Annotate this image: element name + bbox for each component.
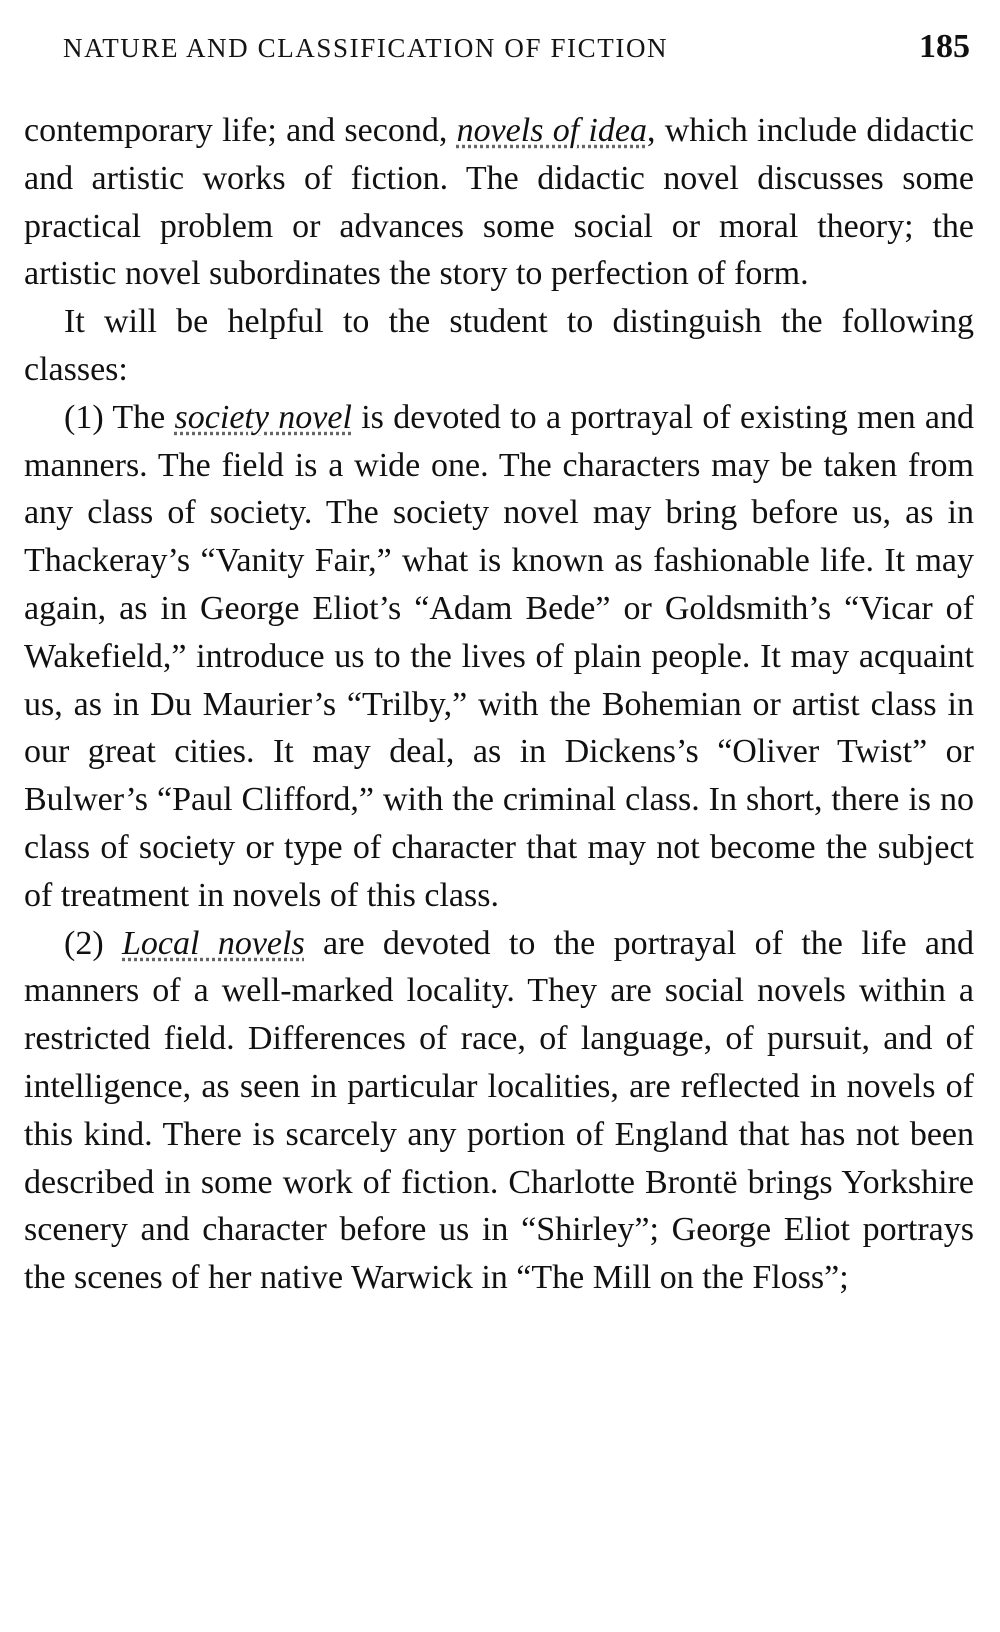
text-run: contemporary life; and second, xyxy=(24,112,457,149)
text-run: are devoted to the portrayal of the life and manners of a well-marked locality. They are social novels within a restricted field. Differences of race, of language, of pursuit, and of intelligence, as seen in particular localities, are reflected in novels of this kind. There is scarcely any portion of England that has not been described in some work of fiction. Charlotte Brontë brings Yorkshire scenery and character before us in “Shirley”; George Eliot portrays the scenes of her native Warwick in “The Mill on the Floss”; xyxy=(24,924,974,1297)
term-novels-of-idea: novels of idea xyxy=(456,112,647,149)
paragraph-society-novel xyxy=(24,394,974,920)
body-text xyxy=(24,107,974,1302)
running-title: NATURE AND CLASSIFICATION OF FICTION xyxy=(63,33,669,63)
paragraph-intro-classes xyxy=(24,298,974,394)
page-number: 185 xyxy=(919,28,970,65)
running-header xyxy=(63,28,970,72)
text-run: (1) The xyxy=(64,398,175,436)
paragraph-local-novels xyxy=(24,920,974,1302)
term-society-novel: society novel xyxy=(174,398,352,436)
paragraph-continuation xyxy=(24,107,974,298)
text-run: It will be helpful to the student to distinguish the following classes: xyxy=(24,303,974,388)
text-run: , which include didactic and artistic works of fiction. The didactic novel discusses some practical problem or advances some social or moral theory; the artistic novel subordinates the story to perfection of form. xyxy=(24,112,974,293)
term-local-novels: Local novels xyxy=(122,924,305,962)
text-run: is devoted to a portrayal of existing men and manners. The field is a wide one. The characters may be taken from any class of society. The society novel may bring before us, as in Thackeray’s “Vanity Fair,” what is known as fashionable life. It may again, as in George Eliot’s “Adam Bede” or Goldsmith’s “Vicar of Wakefield,” introduce us to the lives of plain people. It may acquaint us, as in Du Maurier’s “Trilby,” with the Bohemian or artist class in our great cities. It may deal, as in Dickens’s “Oliver Twist” or Bulwer’s “Paul Clifford,” with the criminal class. In short, there is no class of society or type of character that may not become the subject of treatment in novels of this class. xyxy=(24,398,974,914)
text-run: (2) xyxy=(64,924,123,962)
